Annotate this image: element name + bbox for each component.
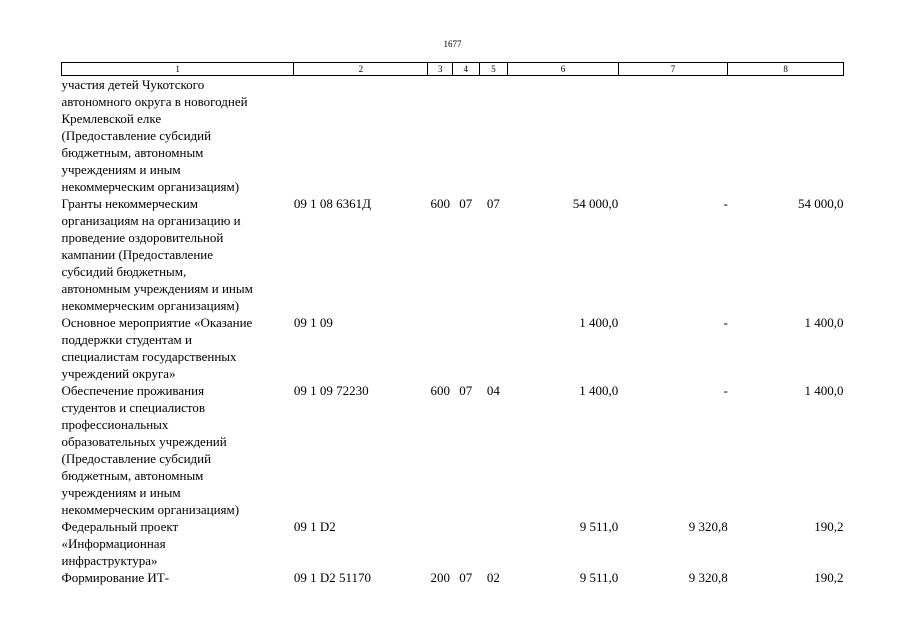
row-col-8: 1 400,0	[804, 315, 844, 330]
row-col-3	[428, 76, 453, 196]
table-row	[62, 195, 844, 314]
row-col-4: 07	[459, 570, 473, 585]
row-name: участия детей Чукотского автономного округа в новогодней Кремлевской елке (Предоставление субсидий бюджетным, автономным учреждениям и иным некоммерческим организациям)	[61, 77, 248, 194]
column-header: 8	[728, 63, 844, 76]
row-col-4: 07	[459, 383, 473, 398]
column-header: 3	[428, 63, 453, 76]
row-code	[294, 76, 428, 196]
header-row	[62, 63, 844, 76]
row-col-5: 04	[486, 383, 500, 398]
budget-table	[61, 62, 844, 586]
row-col-7: -	[723, 383, 728, 398]
table-row	[62, 314, 844, 382]
row-col-8	[728, 76, 844, 196]
column-header: 2	[294, 63, 428, 76]
row-col-8: 190,2	[814, 570, 844, 585]
row-code: 09 1 09	[293, 315, 333, 330]
table-row	[62, 518, 844, 569]
row-code: 09 1 D2 51170	[293, 570, 371, 585]
table-row	[62, 569, 844, 586]
page-number: 1677	[443, 39, 462, 49]
row-code: 09 1 09 72230	[293, 383, 369, 398]
column-header: 5	[479, 63, 508, 76]
row-col-7: -	[723, 196, 728, 211]
row-col-4	[452, 314, 479, 382]
row-col-6: 54 000,0	[572, 196, 619, 211]
row-name: Основное мероприятие «Оказание поддержки студентам и специалистам государственных учреждений округа»	[61, 315, 253, 381]
row-code: 09 1 08 6361Д	[293, 196, 371, 211]
column-header: 1	[62, 63, 294, 76]
row-col-6: 9 511,0	[579, 519, 619, 534]
row-name: Федеральный проект «Информационная инфраструктура»	[61, 519, 179, 568]
row-col-5	[479, 314, 508, 382]
row-col-7	[618, 76, 728, 196]
row-name: Гранты некоммерческим организациям на организацию и проведение оздоровительной кампании (Предоставление субсидий бюджетным, автономным учреждениям и иным некоммерческим организациям)	[61, 196, 253, 313]
row-col-7: 9 320,8	[688, 519, 728, 534]
row-col-4: 07	[459, 196, 473, 211]
table-row	[62, 382, 844, 518]
row-col-4	[452, 518, 479, 569]
row-col-6: 9 511,0	[579, 570, 619, 585]
row-col-5	[479, 518, 508, 569]
row-col-5: 07	[486, 196, 500, 211]
row-code: 09 1 D2	[293, 519, 336, 534]
row-col-7: 9 320,8	[688, 570, 728, 585]
row-col-8: 1 400,0	[804, 383, 844, 398]
row-col-6: 1 400,0	[579, 315, 619, 330]
row-col-3: 200	[430, 570, 450, 585]
row-col-5	[479, 76, 508, 196]
table-row	[62, 76, 844, 196]
row-col-3	[428, 314, 453, 382]
row-name: Обеспечение проживания студентов и специалистов профессиональных образовательных учреждений (Предоставление субсидий бюджетным, автономным учреждениям и иным некоммерческим организациям)	[61, 383, 240, 517]
row-name: Формирование ИТ-	[61, 570, 170, 585]
row-col-8: 190,2	[814, 519, 844, 534]
row-col-5: 02	[486, 570, 500, 585]
row-col-6: 1 400,0	[579, 383, 619, 398]
column-header: 4	[452, 63, 479, 76]
row-col-6	[508, 76, 619, 196]
row-col-3: 600	[430, 383, 450, 398]
column-header: 7	[618, 63, 728, 76]
column-header: 6	[508, 63, 619, 76]
row-col-4	[452, 76, 479, 196]
row-col-3: 600	[430, 196, 450, 211]
row-col-3	[428, 518, 453, 569]
row-col-7: -	[723, 315, 728, 330]
row-col-8: 54 000,0	[798, 196, 844, 211]
